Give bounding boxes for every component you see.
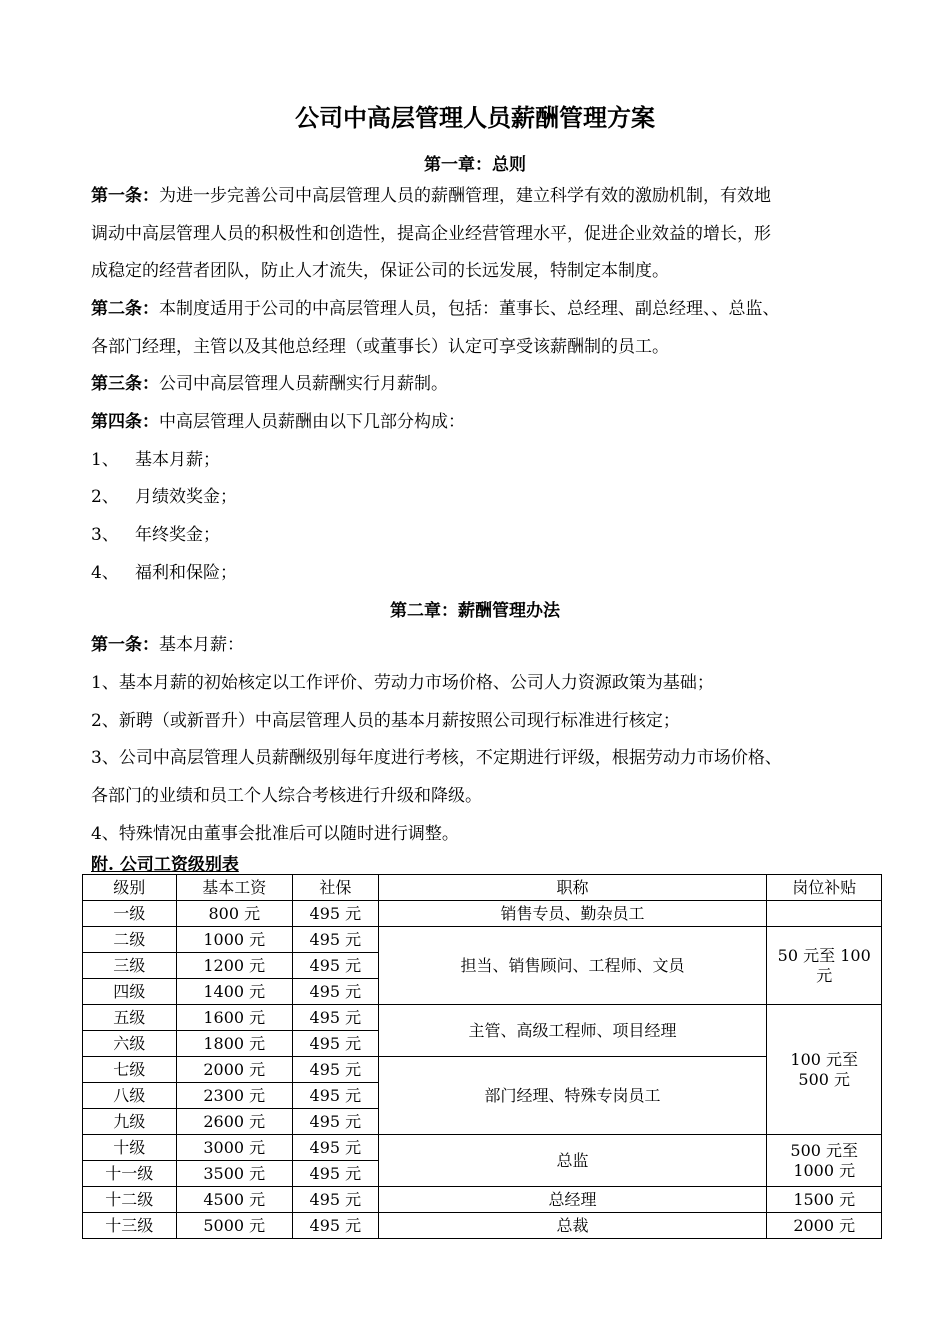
cell-base: 2000 元 <box>176 1057 293 1083</box>
cell-level: 十级 <box>83 1135 177 1161</box>
cell-level: 三级 <box>83 953 177 979</box>
salary-grade-table <box>82 874 882 1239</box>
list-num: 3、 <box>91 525 119 545</box>
list-num: 4、 <box>91 563 119 583</box>
cell-insurance: 495 元 <box>293 1109 379 1135</box>
cell-level: 六级 <box>83 1031 177 1057</box>
header-level: 级别 <box>83 875 177 901</box>
cell-base: 1200 元 <box>176 953 293 979</box>
cell-base: 1600 元 <box>176 1005 293 1031</box>
list-text: 福利和保险； <box>135 563 237 583</box>
chapter2-line3: 3、公司中高层管理人员薪酬级别每年度进行考核，不定期进行评级，根据劳动力市场价格、 <box>91 748 782 768</box>
chapter1-art2-line2: 各部门经理，主管以及其他总经理（或董事长）认定可享受该薪酬制的员工。 <box>91 337 669 357</box>
list-text: 年终奖金； <box>135 525 220 545</box>
cell-level: 九级 <box>83 1109 177 1135</box>
list-item <box>91 485 237 509</box>
table-row <box>83 1057 882 1083</box>
art-label: 第三条： <box>91 374 159 394</box>
list-text: 月绩效奖金； <box>135 487 237 507</box>
header-title: 职称 <box>378 875 767 901</box>
cell-title: 担当、销售顾问、工程师、文员 <box>378 927 767 1005</box>
art-text: 基本月薪： <box>159 635 244 655</box>
chapter2-art1 <box>91 633 244 657</box>
chapter1-art2-line1 <box>91 297 780 321</box>
cell-insurance: 495 元 <box>293 1161 379 1187</box>
list-num: 2、 <box>91 487 119 507</box>
allowance-line: 1000 元 <box>793 1160 856 1180</box>
allowance-line: 50 元至 100 <box>777 945 871 965</box>
cell-level: 五级 <box>83 1005 177 1031</box>
chapter1-art3 <box>91 372 448 396</box>
allowance-line: 500 元 <box>798 1069 851 1089</box>
cell-level: 二级 <box>83 927 177 953</box>
appendix-title: 附. 公司工资级别表 <box>91 855 239 875</box>
cell-base: 3000 元 <box>176 1135 293 1161</box>
cell-title: 总裁 <box>378 1213 767 1239</box>
cell-level: 四级 <box>83 979 177 1005</box>
cell-insurance: 495 元 <box>293 927 379 953</box>
table-row <box>83 1005 882 1031</box>
cell-level: 一级 <box>83 901 177 927</box>
cell-base: 1400 元 <box>176 979 293 1005</box>
cell-insurance: 495 元 <box>293 1057 379 1083</box>
list-item <box>91 561 237 585</box>
cell-base: 1000 元 <box>176 927 293 953</box>
cell-insurance: 495 元 <box>293 901 379 927</box>
cell-insurance: 495 元 <box>293 1135 379 1161</box>
table-row <box>83 1187 882 1213</box>
cell-base: 2600 元 <box>176 1109 293 1135</box>
list-item <box>91 448 220 472</box>
art-text: 公司中高层管理人员薪酬实行月薪制。 <box>159 374 448 394</box>
cell-title: 总经理 <box>378 1187 767 1213</box>
table-row <box>83 901 882 927</box>
table-row <box>83 1135 882 1161</box>
art-text: 本制度适用于公司的中高层管理人员，包括：董事长、总经理、副总经理、、总监、 <box>159 299 780 319</box>
header-allowance: 岗位补贴 <box>767 875 882 901</box>
table-header-row <box>83 875 882 901</box>
cell-title: 销售专员、勤杂员工 <box>378 901 767 927</box>
cell-insurance: 495 元 <box>293 1213 379 1239</box>
cell-insurance: 495 元 <box>293 1005 379 1031</box>
allowance-line: 元 <box>816 965 833 985</box>
cell-title: 部门经理、特殊专岗员工 <box>378 1057 767 1135</box>
art-label: 第四条： <box>91 412 159 432</box>
cell-base: 4500 元 <box>176 1187 293 1213</box>
cell-base: 800 元 <box>176 901 293 927</box>
art-label: 第二条： <box>91 299 159 319</box>
chapter1-art4 <box>91 410 465 434</box>
art-label: 第一条： <box>91 635 159 655</box>
list-item <box>91 523 220 547</box>
cell-level: 七级 <box>83 1057 177 1083</box>
cell-title: 主管、高级工程师、项目经理 <box>378 1005 767 1057</box>
header-base: 基本工资 <box>176 875 293 901</box>
chapter2-line2: 2、新聘（或新晋升）中高层管理人员的基本月薪按照公司现行标准进行核定； <box>91 711 680 731</box>
cell-insurance: 495 元 <box>293 1083 379 1109</box>
art-label: 第一条： <box>91 186 159 206</box>
cell-allowance: 2000 元 <box>767 1213 882 1239</box>
cell-base: 3500 元 <box>176 1161 293 1187</box>
cell-allowance <box>767 1135 882 1187</box>
chapter1-art1-line1 <box>91 184 771 208</box>
chapter2-line1: 1、基本月薪的初始核定以工作评价、劳动力市场价格、公司人力资源政策为基础； <box>91 673 714 693</box>
cell-level: 十三级 <box>83 1213 177 1239</box>
cell-insurance: 495 元 <box>293 1187 379 1213</box>
chapter1-art1-line2: 调动中高层管理人员的积极性和创造性，提高企业经营管理水平，促进企业效益的增长，形 <box>91 224 771 244</box>
cell-base: 5000 元 <box>176 1213 293 1239</box>
list-text: 基本月薪； <box>135 450 220 470</box>
chapter1-art1-line3: 成稳定的经营者团队，防止人才流失，保证公司的长远发展，特制定本制度。 <box>91 261 669 281</box>
allowance-line: 500 元至 <box>790 1140 859 1160</box>
allowance-line: 100 元至 <box>790 1049 859 1069</box>
cell-allowance <box>767 1005 882 1135</box>
cell-allowance: 1500 元 <box>767 1187 882 1213</box>
art-text: 中高层管理人员薪酬由以下几部分构成： <box>159 412 465 432</box>
cell-allowance <box>767 927 882 1005</box>
cell-insurance: 495 元 <box>293 979 379 1005</box>
list-num: 1、 <box>91 450 119 470</box>
cell-allowance <box>767 901 882 927</box>
cell-insurance: 495 元 <box>293 1031 379 1057</box>
table-row <box>83 1213 882 1239</box>
cell-insurance: 495 元 <box>293 953 379 979</box>
cell-level: 十一级 <box>83 1161 177 1187</box>
art-text: 为进一步完善公司中高层管理人员的薪酬管理，建立科学有效的激励机制，有效地 <box>159 186 771 206</box>
cell-base: 1800 元 <box>176 1031 293 1057</box>
chapter1-heading: 第一章：总则 <box>424 155 526 175</box>
cell-title: 总监 <box>378 1135 767 1187</box>
chapter2-heading: 第二章：薪酬管理办法 <box>390 601 560 621</box>
header-insurance: 社保 <box>293 875 379 901</box>
chapter2-line4: 各部门的业绩和员工个人综合考核进行升级和降级。 <box>91 786 482 806</box>
table-row <box>83 927 882 953</box>
document-title: 公司中高层管理人员薪酬管理方案 <box>295 103 655 132</box>
cell-level: 八级 <box>83 1083 177 1109</box>
cell-level: 十二级 <box>83 1187 177 1213</box>
cell-base: 2300 元 <box>176 1083 293 1109</box>
chapter2-line5: 4、特殊情况由董事会批准后可以随时进行调整。 <box>91 824 459 844</box>
